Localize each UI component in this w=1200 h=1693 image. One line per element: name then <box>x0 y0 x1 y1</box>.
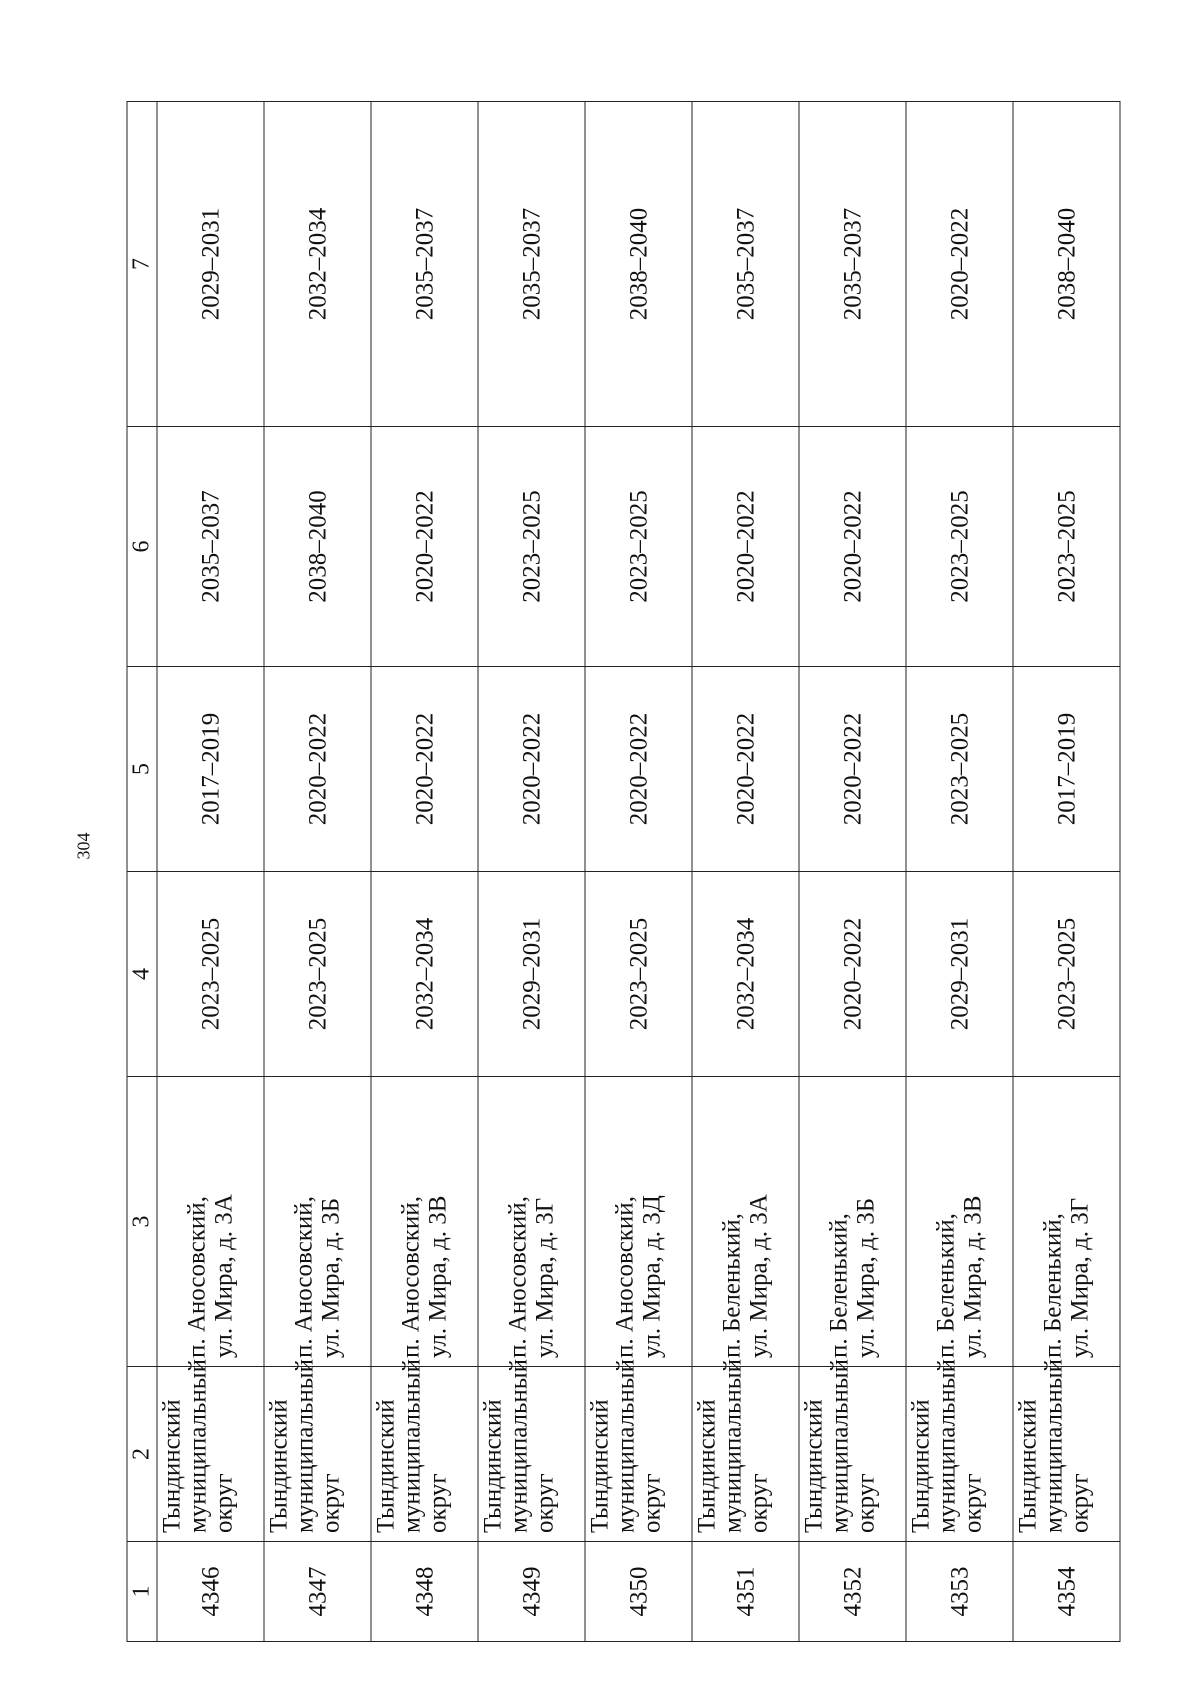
period-cell-c6: 2020–2022 <box>799 427 906 667</box>
address-cell <box>157 1077 264 1367</box>
table-row <box>264 102 371 1642</box>
table-body <box>157 102 1120 1642</box>
column-header: 4 <box>127 872 157 1077</box>
row-number-cell: 4348 <box>371 1542 478 1642</box>
row-number-cell: 4350 <box>585 1542 692 1642</box>
page-number: 304 <box>73 832 94 860</box>
district-line: округ <box>852 1473 880 1533</box>
district-line: муниципальный <box>505 1359 533 1533</box>
address-line: ул. Мира, д. 3Б <box>317 1197 345 1358</box>
district-cell <box>585 1359 692 1542</box>
period-cell-c5: 2020–2022 <box>371 667 478 872</box>
row-number-cell: 4352 <box>799 1542 906 1642</box>
district-cell <box>478 1359 585 1542</box>
period-cell-c6: 2020–2022 <box>692 427 799 667</box>
period-cell-c5: 2017–2019 <box>1013 667 1120 872</box>
address-cell <box>585 1077 692 1367</box>
district-line: Тындинский <box>1014 1399 1042 1533</box>
district-line: Тындинский <box>800 1399 828 1533</box>
address-line: ул. Мира, д. 3А <box>210 1194 238 1358</box>
period-cell-c7: 2038–2040 <box>1013 102 1120 427</box>
row-number-cell: 4346 <box>157 1542 264 1642</box>
period-cell-c6: 2023–2025 <box>1013 427 1120 667</box>
address-cell <box>264 1077 371 1367</box>
district-line: муниципальный <box>184 1359 212 1533</box>
period-cell-c7: 2035–2037 <box>478 102 585 427</box>
table-row <box>906 102 1013 1642</box>
district-line: Тындинский <box>693 1399 721 1533</box>
period-cell-c5: 2020–2022 <box>692 667 799 872</box>
address-line: п. Аносовский, <box>183 1196 211 1358</box>
district-line: округ <box>210 1473 238 1533</box>
district-line: муниципальный <box>933 1359 961 1533</box>
period-cell-c7: 2020–2022 <box>906 102 1013 427</box>
period-cell-c7: 2038–2040 <box>585 102 692 427</box>
district-line: Тындинский <box>372 1399 400 1533</box>
column-header: 2 <box>127 1367 157 1542</box>
period-cell-c5: 2023–2025 <box>906 667 1013 872</box>
row-number-cell: 4347 <box>264 1542 371 1642</box>
district-cell <box>264 1359 371 1542</box>
period-cell-c4: 2023–2025 <box>585 872 692 1077</box>
district-line: муниципальный <box>612 1359 640 1533</box>
district-cell <box>371 1359 478 1542</box>
period-cell-c6: 2035–2037 <box>157 427 264 667</box>
address-cell <box>692 1077 799 1367</box>
period-cell-c5: 2020–2022 <box>264 667 371 872</box>
address-line: п. Аносовский, <box>504 1196 532 1358</box>
schedule-table <box>127 101 1121 1642</box>
address-cell <box>371 1077 478 1367</box>
district-line: муниципальный <box>398 1359 426 1533</box>
address-line: ул. Мира, д. 3Г <box>531 1197 559 1358</box>
period-cell-c4: 2023–2025 <box>1013 872 1120 1077</box>
table-row <box>585 102 692 1642</box>
district-line: округ <box>959 1473 987 1533</box>
table-row <box>371 102 478 1642</box>
address-line: п. Беленький, <box>932 1213 960 1358</box>
address-line: ул. Мира, д. 3Д <box>638 1195 666 1358</box>
address-cell <box>478 1077 585 1367</box>
row-number-cell: 4351 <box>692 1542 799 1642</box>
period-cell-c6: 2020–2022 <box>371 427 478 667</box>
district-line: округ <box>531 1473 559 1533</box>
table-row <box>692 102 799 1642</box>
address-line: ул. Мира, д. 3Г <box>1066 1197 1094 1358</box>
table-row <box>157 102 264 1642</box>
table-header-row <box>127 102 157 1642</box>
district-cell <box>1013 1359 1120 1542</box>
district-line: Тындинский <box>265 1399 293 1533</box>
address-line: п. Беленький, <box>718 1213 746 1358</box>
district-line: округ <box>1066 1473 1094 1533</box>
district-cell <box>692 1359 799 1542</box>
table-row <box>1013 102 1120 1642</box>
period-cell-c4: 2029–2031 <box>478 872 585 1077</box>
district-cell <box>157 1359 264 1542</box>
address-line: п. Аносовский, <box>397 1196 425 1358</box>
row-number-cell: 4353 <box>906 1542 1013 1642</box>
district-line: Тындинский <box>586 1399 614 1533</box>
district-line: муниципальный <box>291 1359 319 1533</box>
district-line: муниципальный <box>1040 1359 1068 1533</box>
address-line: ул. Мира, д. 3А <box>745 1194 773 1358</box>
column-header: 7 <box>127 102 157 427</box>
period-cell-c4: 2029–2031 <box>906 872 1013 1077</box>
row-number-cell: 4354 <box>1013 1542 1120 1642</box>
table-row <box>799 102 906 1642</box>
address-cell <box>1013 1077 1120 1367</box>
district-line: округ <box>424 1473 452 1533</box>
period-cell-c5: 2020–2022 <box>478 667 585 872</box>
rotated-table-container <box>127 102 1094 1642</box>
address-line: ул. Мира, д. 3В <box>424 1195 452 1358</box>
address-cell <box>906 1077 1013 1367</box>
address-cell <box>799 1077 906 1367</box>
period-cell-c4: 2032–2034 <box>692 872 799 1077</box>
period-cell-c5: 2017–2019 <box>157 667 264 872</box>
address-line: п. Беленький, <box>825 1213 853 1358</box>
period-cell-c7: 2035–2037 <box>799 102 906 427</box>
period-cell-c5: 2020–2022 <box>799 667 906 872</box>
address-line: п. Беленький, <box>1039 1213 1067 1358</box>
period-cell-c6: 2038–2040 <box>264 427 371 667</box>
period-cell-c4: 2032–2034 <box>371 872 478 1077</box>
address-line: ул. Мира, д. 3Б <box>852 1197 880 1358</box>
period-cell-c6: 2023–2025 <box>906 427 1013 667</box>
period-cell-c4: 2023–2025 <box>157 872 264 1077</box>
district-line: округ <box>745 1473 773 1533</box>
period-cell-c7: 2035–2037 <box>692 102 799 427</box>
district-cell <box>906 1359 1013 1542</box>
row-number-cell: 4349 <box>478 1542 585 1642</box>
district-line: округ <box>317 1473 345 1533</box>
district-line: округ <box>638 1473 666 1533</box>
period-cell-c4: 2023–2025 <box>264 872 371 1077</box>
period-cell-c6: 2023–2025 <box>585 427 692 667</box>
period-cell-c5: 2020–2022 <box>585 667 692 872</box>
column-header: 5 <box>127 667 157 872</box>
table-row <box>478 102 585 1642</box>
column-header: 6 <box>127 427 157 667</box>
period-cell-c7: 2029–2031 <box>157 102 264 427</box>
district-cell <box>799 1359 906 1542</box>
period-cell-c6: 2023–2025 <box>478 427 585 667</box>
column-header: 1 <box>127 1542 157 1642</box>
address-line: п. Аносовский, <box>290 1196 318 1358</box>
period-cell-c7: 2032–2034 <box>264 102 371 427</box>
period-cell-c7: 2035–2037 <box>371 102 478 427</box>
district-line: Тындинский <box>907 1399 935 1533</box>
district-line: муниципальный <box>719 1359 747 1533</box>
column-header: 3 <box>127 1077 157 1367</box>
address-line: ул. Мира, д. 3В <box>959 1195 987 1358</box>
district-line: Тындинский <box>158 1399 186 1533</box>
district-line: Тындинский <box>479 1399 507 1533</box>
period-cell-c4: 2020–2022 <box>799 872 906 1077</box>
district-line: муниципальный <box>826 1359 854 1533</box>
address-line: п. Аносовский, <box>611 1196 639 1358</box>
